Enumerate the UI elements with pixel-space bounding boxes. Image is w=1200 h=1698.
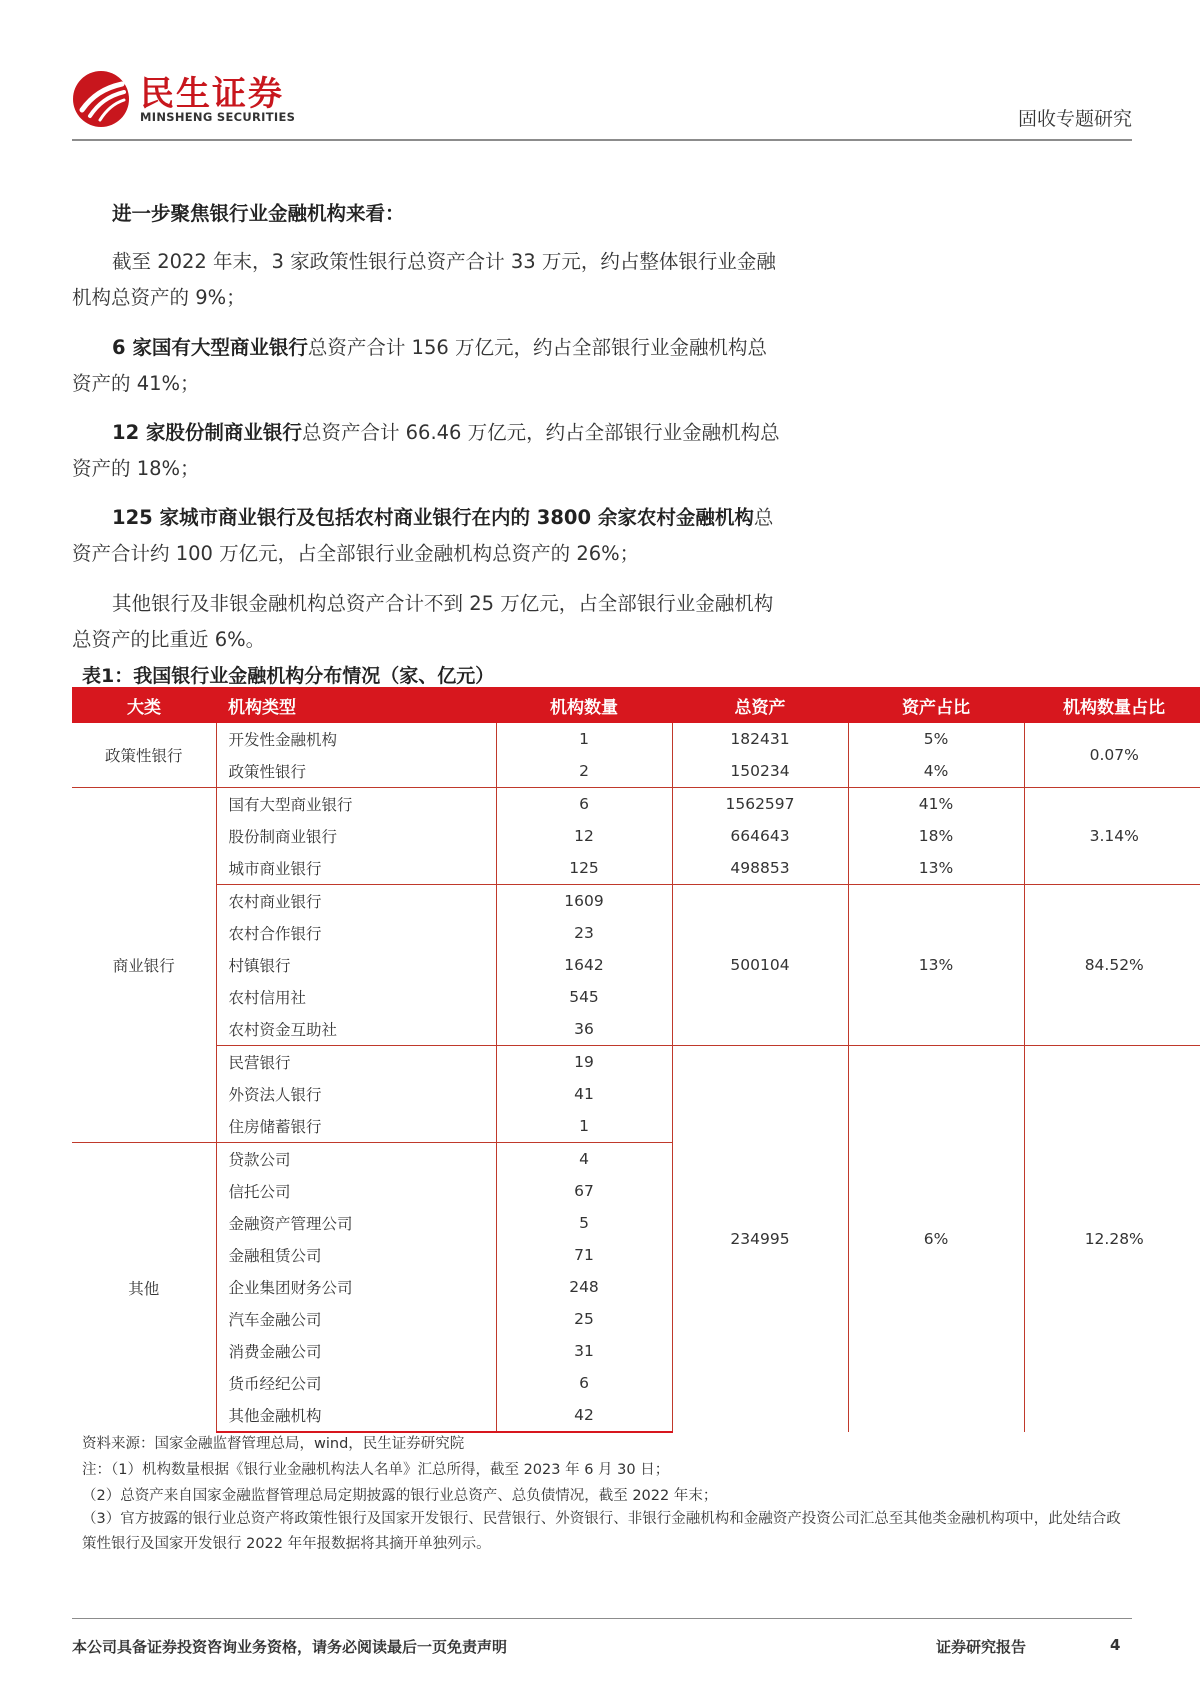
asset-share: 18%	[848, 820, 1024, 852]
paragraph-line: 资产的 41%；	[72, 372, 200, 395]
paragraph-joint-stock-banks	[72, 415, 792, 487]
institution-count: 71	[496, 1239, 672, 1271]
institution-type: 企业集团财务公司	[216, 1271, 496, 1303]
institution-count: 1642	[496, 949, 672, 981]
institution-count: 12	[496, 820, 672, 852]
paragraph-policy-banks	[72, 244, 792, 316]
institution-count: 5	[496, 1207, 672, 1239]
institution-type: 国有大型商业银行	[216, 788, 496, 821]
paragraph-line	[72, 330, 792, 366]
paragraph-city-rural-banks	[72, 500, 792, 572]
institution-count: 6	[496, 1367, 672, 1399]
paragraph-line	[72, 415, 792, 451]
institution-count: 6	[496, 788, 672, 821]
table-source-note: 资料来源：国家金融监督管理总局，wind，民生证券研究院	[82, 1436, 465, 1452]
table-note-1: 注：（1）机构数量根据《银行业金融机构法人名单》汇总所得，截至 2023 年 6 月 30 日；	[82, 1462, 670, 1478]
institution-count: 23	[496, 917, 672, 949]
bold-phrase: 12 家股份制商业银行	[112, 421, 302, 444]
institution-count: 1	[496, 1110, 672, 1143]
institution-type: 农村商业银行	[216, 885, 496, 918]
header-count: 机构数量	[496, 687, 672, 723]
paragraph-line: 资产合计约 100 万亿元，占全部银行业金融机构总资产的 26%；	[72, 542, 640, 565]
table-header-row	[72, 687, 1200, 723]
institution-count: 36	[496, 1013, 672, 1046]
institution-count: 4	[496, 1143, 672, 1176]
total-assets: 182431	[672, 723, 848, 755]
asset-share: 13%	[848, 852, 1024, 885]
institution-type: 金融租赁公司	[216, 1239, 496, 1271]
institution-type: 金融资产管理公司	[216, 1207, 496, 1239]
institution-type: 农村合作银行	[216, 917, 496, 949]
total-assets: 1562597	[672, 788, 848, 821]
table-row	[72, 885, 1200, 918]
institution-type: 农村资金互助社	[216, 1013, 496, 1046]
section-heading: 进一步聚焦银行业金融机构来看：	[112, 202, 405, 225]
institution-type: 城市商业银行	[216, 852, 496, 885]
total-assets: 150234	[672, 755, 848, 788]
bold-phrase: 6 家国有大型商业银行	[112, 336, 308, 359]
institution-count: 41	[496, 1078, 672, 1110]
paragraph-state-banks	[72, 330, 792, 402]
category-other: 其他	[72, 1143, 216, 1433]
institution-type: 消费金融公司	[216, 1335, 496, 1367]
paragraph-line: 总资产的比重近 6%。	[72, 628, 266, 651]
paragraph-line: 机构总资产的 9%；	[72, 286, 246, 309]
institution-count: 67	[496, 1175, 672, 1207]
asset-share: 6%	[848, 1046, 1024, 1433]
table-note-2: （2）总资产来自国家金融监督管理总局定期披露的银行业总资产、总负债情况，截至 2022 年末；	[82, 1488, 718, 1504]
report-section-title: 固收专题研究	[1017, 108, 1132, 130]
header-institution-type: 机构类型	[216, 687, 496, 723]
institution-count: 545	[496, 981, 672, 1013]
institution-type: 住房储蓄银行	[216, 1110, 496, 1143]
table-row	[72, 788, 1200, 821]
category-policy-banks: 政策性银行	[72, 723, 216, 788]
header-divider	[72, 139, 1132, 141]
paragraph-other-institutions	[72, 586, 792, 658]
institution-type: 货币经纪公司	[216, 1367, 496, 1399]
total-assets: 664643	[672, 820, 848, 852]
count-share: 84.52%	[1024, 885, 1200, 1046]
table-note-3: （3）官方披露的银行业总资产将政策性银行及国家开发银行、民营银行、外资银行、非银行金融机构和金融资产投资公司汇总至其他类金融机构项中，此处结合政策性银行及国家开发银行 2022 年年报数据将其摘开单独列示。	[82, 1511, 1121, 1552]
paragraph-line: 其他银行及非银金融机构总资产合计不到 25 万亿元，占全部银行业金融机构	[112, 592, 774, 615]
count-share: 12.28%	[1024, 1046, 1200, 1433]
paragraph-line	[72, 500, 792, 536]
category-commercial-banks: 商业银行	[72, 788, 216, 1143]
asset-share: 41%	[848, 788, 1024, 821]
count-share: 0.07%	[1089, 746, 1139, 764]
institution-type: 贷款公司	[216, 1143, 496, 1176]
institution-count: 248	[496, 1271, 672, 1303]
footer-disclaimer: 本公司具备证券投资咨询业务资格，请务必阅读最后一页免责声明	[72, 1638, 508, 1656]
institution-type: 信托公司	[216, 1175, 496, 1207]
institution-type: 政策性银行	[216, 755, 496, 788]
paragraph-line: 资产的 18%；	[72, 457, 200, 480]
institution-count: 31	[496, 1335, 672, 1367]
table-title: 表1：我国银行业金融机构分布情况（家、亿元）	[82, 665, 495, 687]
institution-count: 19	[496, 1046, 672, 1079]
institution-type: 民营银行	[216, 1046, 496, 1079]
institution-count: 42	[496, 1399, 672, 1432]
institution-type: 外资法人银行	[216, 1078, 496, 1110]
table-row	[72, 723, 1200, 755]
institution-type: 汽车金融公司	[216, 1303, 496, 1335]
institution-count: 2	[496, 755, 672, 788]
paragraph-line: 截至 2022 年末，3 家政策性银行总资产合计 33 万元，约占整体银行业金融	[112, 250, 776, 273]
institution-type: 农村信用社	[216, 981, 496, 1013]
institution-count: 1609	[496, 885, 672, 918]
header-category: 大类	[72, 687, 216, 723]
footer-divider	[72, 1618, 1132, 1619]
total-assets: 234995	[672, 1046, 848, 1433]
institution-type: 村镇银行	[216, 949, 496, 981]
logo-chinese-name: 民生证券	[140, 74, 284, 114]
header-total-assets: 总资产	[672, 687, 848, 723]
asset-share: 5%	[848, 723, 1024, 755]
total-assets: 498853	[672, 852, 848, 885]
institution-type: 其他金融机构	[216, 1399, 496, 1432]
asset-share: 13%	[848, 885, 1024, 1046]
total-assets: 500104	[672, 885, 848, 1046]
institution-type: 开发性金融机构	[216, 723, 496, 755]
institution-count: 25	[496, 1303, 672, 1335]
footer-report-label: 证券研究报告	[936, 1638, 1027, 1656]
bold-phrase: 125 家城市商业银行及包括农村商业银行在内的 3800 余家农村金融机构	[112, 506, 754, 529]
line-rest: 总	[753, 506, 774, 529]
institution-count: 1	[496, 723, 672, 755]
line-rest: 总资产合计 66.46 万亿元，约占全部银行业金融机构总	[301, 421, 780, 444]
bank-institution-table	[72, 687, 1200, 1433]
line-rest: 总资产合计 156 万亿元，约占全部银行业金融机构总	[307, 336, 767, 359]
page-number: 4	[1110, 1636, 1121, 1654]
institution-count: 125	[496, 852, 672, 885]
logo-english-name: MINSHENG SECURITIES	[140, 110, 296, 124]
table-row	[72, 1046, 1200, 1079]
header-asset-share: 资产占比	[848, 687, 1024, 723]
institution-type: 股份制商业银行	[216, 820, 496, 852]
asset-share: 4%	[848, 755, 1024, 788]
count-share: 3.14%	[1024, 788, 1200, 885]
minsheng-logo-icon	[72, 70, 130, 128]
header-count-share: 机构数量占比	[1024, 687, 1200, 723]
